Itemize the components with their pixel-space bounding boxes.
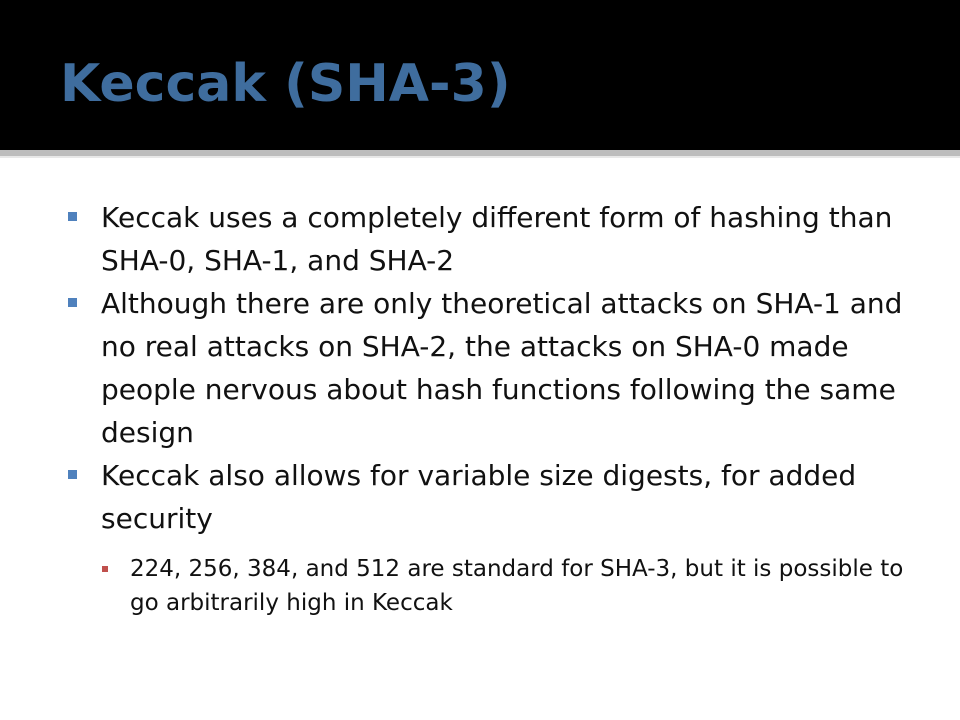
bullet-text: Keccak uses a completely different form of hashing than SHA-0, SHA-1, and SHA-2 xyxy=(101,201,893,277)
bullet-item xyxy=(66,454,926,540)
title-divider-highlight xyxy=(0,156,960,158)
slide-title: Keccak (SHA-3) xyxy=(60,54,511,114)
bullet-item xyxy=(66,282,926,454)
square-sub-bullet-icon xyxy=(102,566,108,572)
square-bullet-icon xyxy=(68,212,77,221)
title-bar xyxy=(0,0,960,150)
square-bullet-icon xyxy=(68,298,77,307)
slide-body xyxy=(66,196,926,620)
sub-bullet-text: 224, 256, 384, and 512 are standard for SHA-3, but it is possible to go arbitrarily high in Keccak xyxy=(130,556,904,616)
square-bullet-icon xyxy=(68,470,77,479)
bullet-text: Keccak also allows for variable size digests, for added security xyxy=(101,459,857,535)
bullet-item xyxy=(66,196,926,282)
bullet-text: Although there are only theoretical attacks on SHA-1 and no real attacks on SHA-2, the attacks on SHA-0 made people nervous about hash functions following the same design xyxy=(101,287,903,449)
sub-bullet-item xyxy=(100,552,926,620)
